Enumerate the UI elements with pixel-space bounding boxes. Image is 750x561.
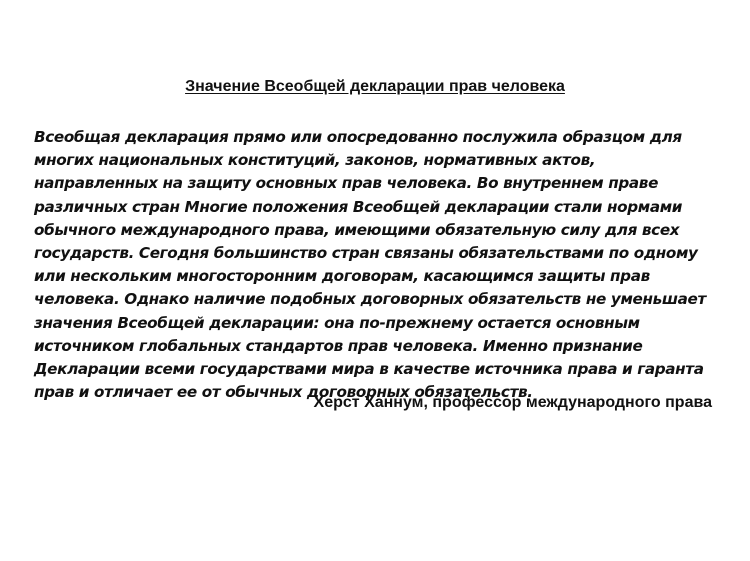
quote-line: обычного международного права, имеющими обязательную силу для всех (34, 220, 680, 239)
quote-line: Всеобщая декларация прямо или опосредованно послужила образцом для (34, 128, 682, 146)
quote-line: Декларации всеми государствами мира в качестве источника права и гаранта (34, 360, 704, 379)
slide-title (0, 78, 750, 96)
quote-line: государств. Сегодня большинство стран связаны обязательствами по одному (34, 244, 698, 263)
quote-line: многих национальных конституций, законов, нормативных актов, (34, 151, 596, 170)
quote-line: направленных на защиту основных прав человека. Во внутреннем праве (34, 174, 659, 193)
quote-author: Херст Ханнум, профессор международного права (313, 394, 712, 411)
quote-body (34, 126, 734, 404)
quote-line: человека. Однако наличие подобных договорных обязательств не уменьшает (34, 290, 706, 309)
quote-line: различных стран Многие положения Всеобщей декларации стали нормами (34, 197, 683, 216)
quote-line: источником глобальных стандартов прав человека. Именно признание (34, 336, 643, 355)
quote-line: или нескольким многосторонним договорам, касающимся защиты прав (34, 267, 650, 286)
quote-line: значения Всеобщей декларации: она по-прежнему остается основным (34, 313, 640, 332)
quote-line: прав и отличает ее от обычных договорных обязательств. (34, 383, 533, 402)
slide-title-text: Значение Всеобщей декларации прав человека (185, 78, 565, 95)
